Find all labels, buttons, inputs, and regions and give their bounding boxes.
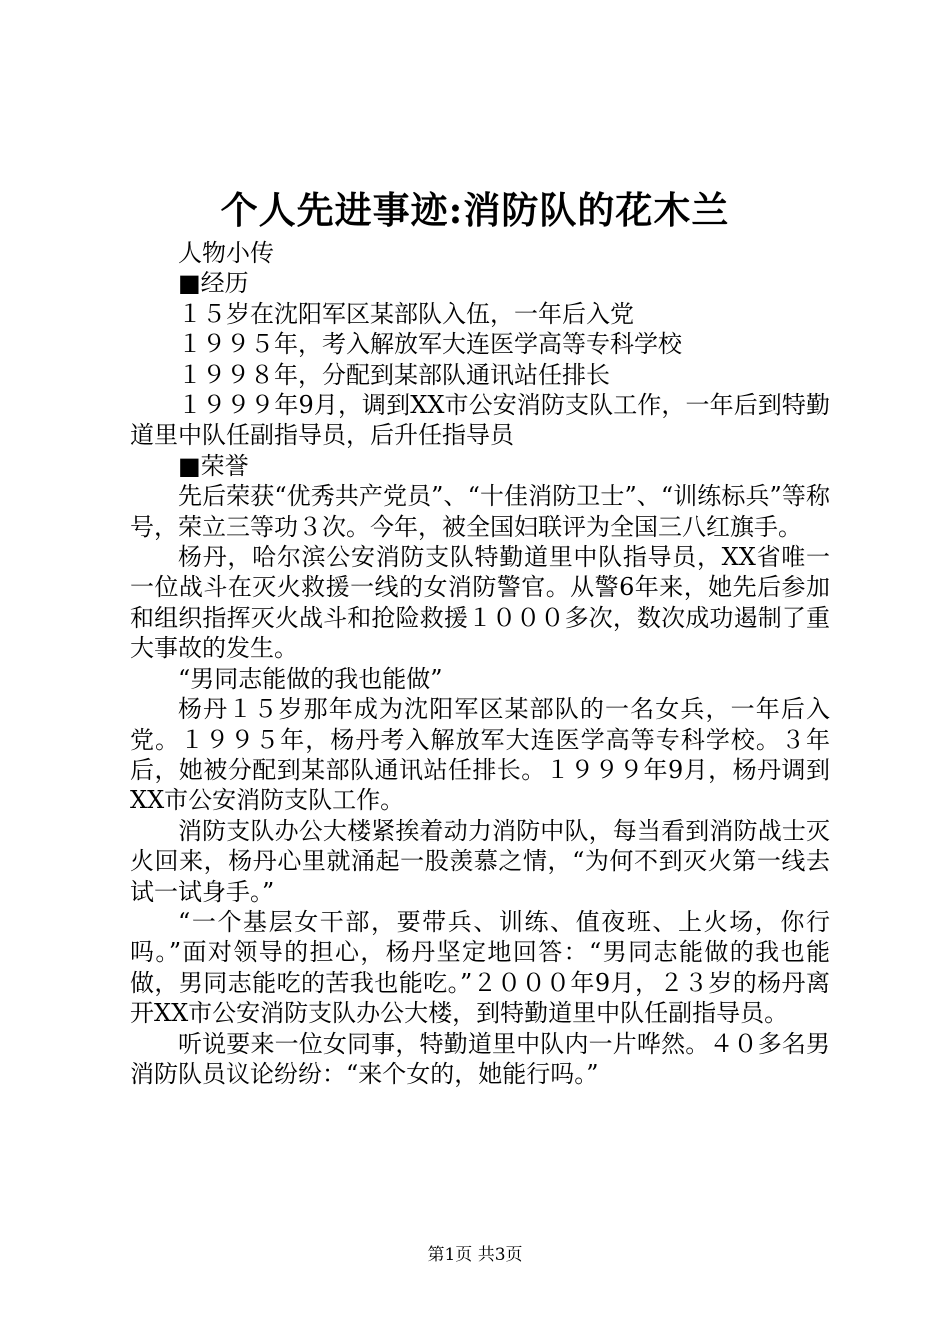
paragraph-experience-1: １５岁在沈阳军区某部队入伍，一年后入党: [178, 299, 634, 328]
paragraph-biography-heading: 人物小传: [178, 239, 274, 267]
paragraph-story-1: 杨丹１５岁那年成为沈阳军区某部队的一名女兵，一年后入党。１９９５年，杨丹考入解放军大连医学高等专科学校。３年后，她被分配到某部队通讯站任排长。１９９９年9月，杨丹调到XX市公安消防支队工作。: [130, 695, 830, 815]
paragraph-experience-4: １９９９年9月，调到XX市公安消防支队工作，一年后到特勤道里中队任副指导员，后升任指导员: [130, 391, 830, 450]
document-title: 个人先进事迹:消防队的花木兰: [220, 188, 730, 232]
paragraph-story-2: 消防支队办公大楼紧挨着动力消防中队，每当看到消防战士灭火回来，杨丹心里就涌起一股羡慕之情，“为何不到灭火第一线去试一试身手。”: [130, 816, 830, 906]
document-body: [130, 238, 830, 1089]
paragraph-experience-3: １９９８年，分配到某部队通讯站任排长: [178, 360, 610, 389]
paragraph-experience-2: １９９５年，考入解放军大连医学高等专科学校: [178, 330, 682, 359]
paragraph-intro: 杨丹，哈尔滨公安消防支队特勤道里中队指导员，XX省唯一一位战斗在灭火救援一线的女消防警官。从警6年来，她先后参加和组织指挥灭火战斗和抢险救援１０００多次，数次成功遏制了重大事故的发生。: [130, 543, 830, 663]
paragraph-honors: 先后荣获“优秀共产党员”、“十佳消防卫士”、“训练标兵”等称号，荣立三等功３次。今年，被全国妇联评为全国三八红旗手。: [130, 482, 830, 541]
paragraph-subheading: “男同志能做的我也能做”: [178, 664, 443, 693]
paragraph-experience-heading: ■经历: [178, 269, 249, 298]
paragraph-story-4: 听说要来一位女同事，特勤道里中队内一片哗然。４０多名男消防队员议论纷纷：“来个女的，她能行吗。”: [130, 1029, 830, 1088]
paragraph-story-3: “一个基层女干部，要带兵、训练、值夜班、上火场，你行吗。”面对领导的担心，杨丹坚定地回答：“男同志能做的我也能做，男同志能吃的苦我也能吃。”２０００年9月，２３岁的杨丹离开XX市公安消防支队办公大楼，到特勤道里中队任副指导员。: [130, 907, 830, 1028]
paragraph-honors-heading: ■荣誉: [178, 451, 249, 480]
page-footer: 第1页 共3页: [427, 1245, 523, 1265]
